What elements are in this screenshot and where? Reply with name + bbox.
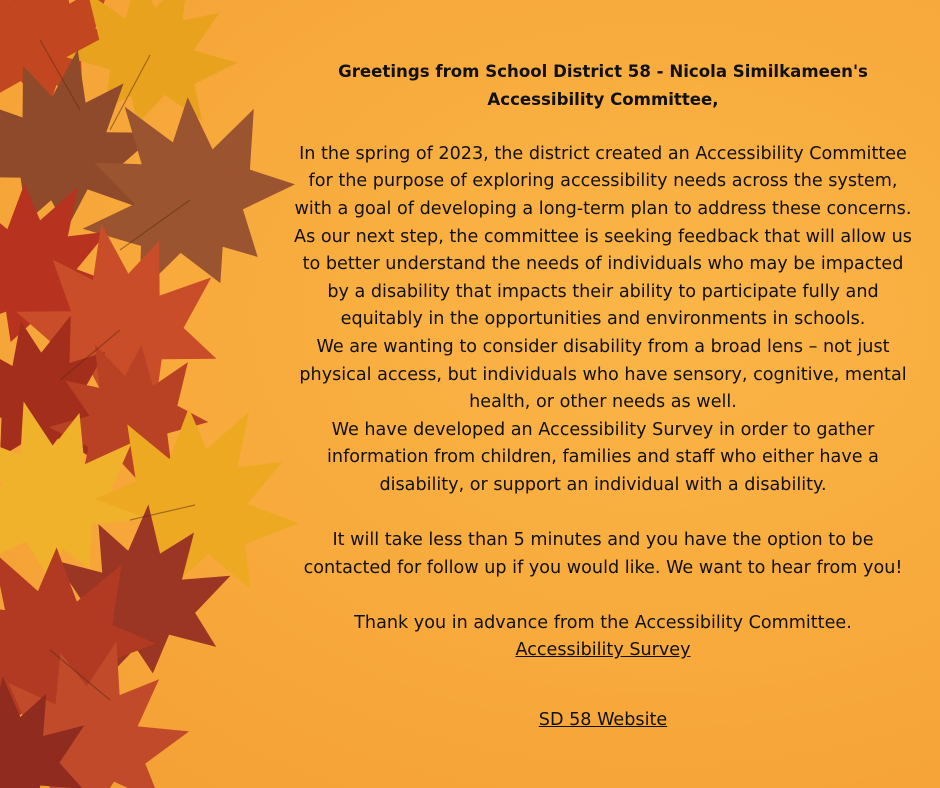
- text-line: for the purpose of exploring accessibility needs across the system,: [308, 171, 898, 192]
- text-line: contacted for follow up if you would like. We want to hear from you!: [303, 557, 903, 578]
- autumn-leaves-decoration: [0, 0, 300, 788]
- text-line: to better understand the needs of individuals who may be impacted: [302, 254, 904, 275]
- leaf-cluster: [0, 0, 300, 788]
- text-line: disability, or support an individual with a disability.: [379, 474, 827, 495]
- text-line: health, or other needs as well.: [469, 392, 737, 413]
- survey-info-paragraph: [278, 527, 928, 582]
- text-line: It will take less than 5 minutes and you have the option to be: [332, 530, 874, 551]
- intro-paragraph: [278, 141, 928, 500]
- text-line: In the spring of 2023, the district created an Accessibility Committee: [299, 143, 907, 164]
- text-line: by a disability that impacts their ability to participate fully and: [327, 281, 879, 302]
- text-line: We have developed an Accessibility Survey in order to gather: [331, 419, 875, 440]
- text-line: equitably in the opportunities and environments in schools.: [340, 309, 866, 330]
- greeting-heading: [278, 58, 928, 113]
- heading-line: Accessibility Committee,: [487, 89, 719, 109]
- text-line: As our next step, the committee is seeking feedback that will allow us: [294, 226, 912, 247]
- text-line: physical access, but individuals who have sensory, cognitive, mental: [299, 364, 907, 385]
- accessibility-survey-link[interactable]: Accessibility Survey: [515, 640, 691, 661]
- text-line: information from children, families and staff who either have a: [327, 447, 879, 468]
- heading-line: Greetings from School District 58 - Nicola Similkameen's: [338, 62, 868, 81]
- text-line: with a goal of developing a long-term plan to address these concerns.: [294, 198, 912, 219]
- text-line: We are wanting to consider disability from a broad lens – not just: [316, 336, 890, 357]
- announcement-text: [278, 58, 928, 735]
- sd58-website-link[interactable]: SD 58 Website: [538, 710, 668, 731]
- thanks-line: Thank you in advance from the Accessibility Committee.: [354, 612, 852, 633]
